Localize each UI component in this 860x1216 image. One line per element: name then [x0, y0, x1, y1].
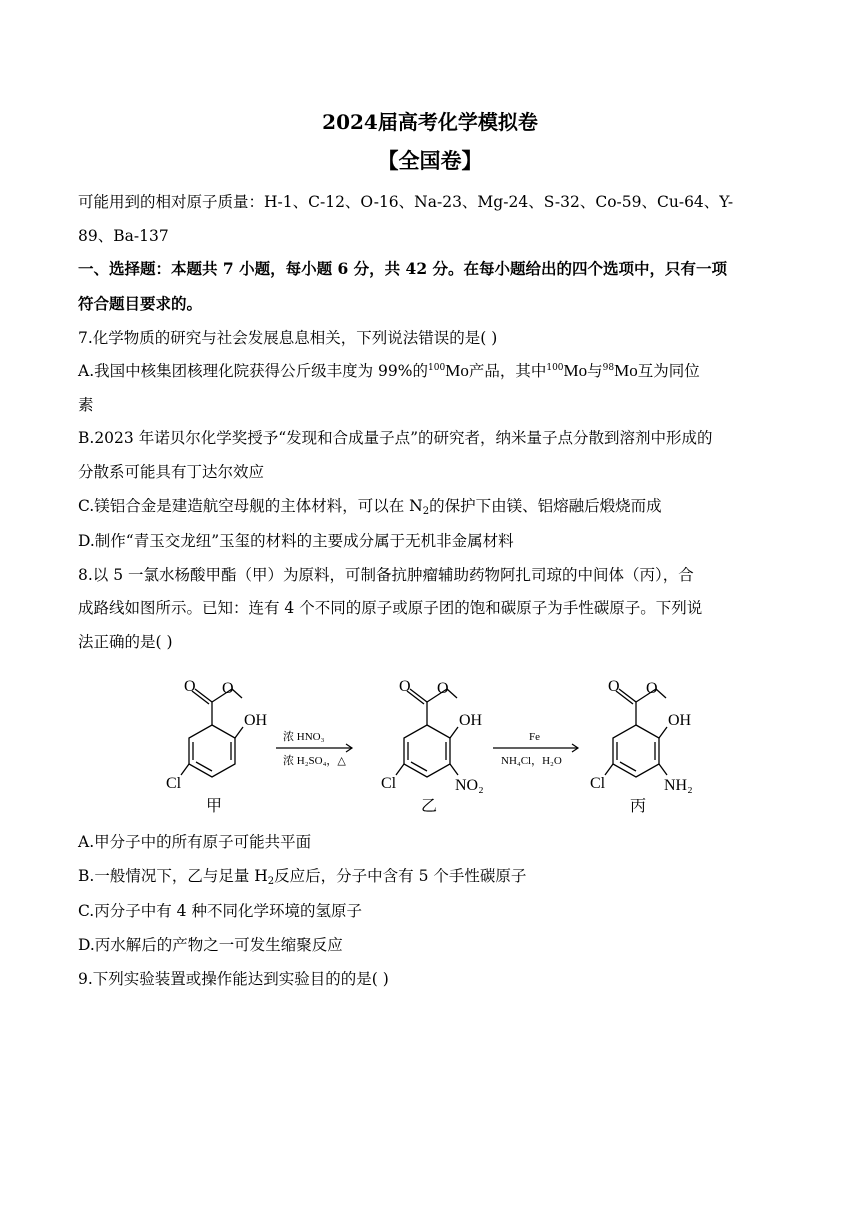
- q7-option-c: [78, 496, 778, 516]
- q7-a-isotope-2: 100: [546, 363, 564, 373]
- q8-option-b: [78, 866, 778, 886]
- q7-option-b-line-2: 分散系可能具有丁达尔效应: [78, 463, 265, 481]
- page-title: 2024届高考化学模拟卷: [322, 110, 538, 134]
- ring-bing: [613, 725, 659, 777]
- q7-a-mo-3: Mo: [614, 361, 638, 380]
- q7-a-mo-2: Mo: [563, 361, 588, 380]
- page-subtitle: 【全国卷】: [377, 148, 483, 173]
- arrow-1: [276, 744, 352, 752]
- label-nh2-bing: NH₂: [664, 777, 693, 794]
- q7-option-b-line-1: B.2023 年诺贝尔化学奖授予“发现和合成量子点”的研究者，纳米量子点分散到溶剂中形成的: [78, 429, 713, 447]
- arrow-2-reagent-bottom: NH₄Cl，H₂O: [501, 755, 562, 767]
- q7-a-isotope-3: 98: [602, 363, 615, 373]
- q7-a-pre: A.我国中核集团核理化院获得公斤级丰度为 99%的: [78, 362, 429, 380]
- label-cl-yi: Cl: [381, 775, 397, 792]
- q7-a-mid: 产品，其中: [468, 362, 547, 380]
- arrow-2: [493, 744, 578, 752]
- q8-stem-line-1: 8.以 5 一氯水杨酸甲酯（甲）为原料，可制备抗肿瘤辅助药物阿扎司琼的中间体（丙），合: [78, 566, 694, 584]
- ring-yi: [404, 725, 450, 777]
- arrow-1-reagent-top: 浓 HNO₃: [283, 731, 325, 743]
- label-oh-jia: OH: [244, 712, 268, 729]
- section-heading-line-1: 一、选择题：本题共 7 小题，每小题 6 分，共 42 分。在每小题给出的四个选项中，只有一项: [78, 259, 728, 278]
- atomic-mass-line-2: 89、Ba-137: [78, 227, 169, 245]
- q8-b-pre: B.一般情况下，乙与足量 H: [78, 867, 268, 885]
- section-heading-line-2: 符合题目要求的。: [78, 294, 203, 313]
- label-o2-yi: O: [437, 680, 449, 697]
- q8-stem-line-3: 法正确的是( ): [78, 633, 173, 651]
- q8-option-a: A.甲分子中的所有原子可能共平面: [78, 833, 312, 851]
- synthesis-scheme: [0, 660, 860, 830]
- label-o-yi: O: [399, 678, 411, 695]
- name-yi: 乙: [421, 798, 438, 815]
- label-o-jia: O: [184, 678, 196, 695]
- name-jia: 甲: [206, 798, 223, 815]
- q7-c-pre: C.镁铝合金是建造航空母舰的主体材料，可以在 N: [78, 497, 423, 515]
- molecule-jia: [181, 689, 243, 777]
- label-no2-yi: NO₂: [455, 777, 484, 794]
- q7-a-mo-1: Mo: [445, 361, 469, 380]
- label-o-bing: O: [608, 678, 620, 695]
- q7-c-post: 的保护下由镁、铝熔融后煅烧而成: [429, 497, 662, 515]
- atomic-mass-line-1: 可能用到的相对原子质量：H-1、C-12、O-16、Na-23、Mg-24、S-32、Co-59、Cu-64、Y-: [78, 193, 734, 211]
- q7-option-a-line-2: 素: [78, 396, 94, 414]
- q8-option-d: D.丙水解后的产物之一可发生缩聚反应: [78, 936, 343, 954]
- arrow-2-reagent-top: Fe: [529, 731, 540, 743]
- q8-b-sub: 2: [267, 876, 275, 887]
- q7-a-mid2: 与: [587, 362, 603, 380]
- q8-option-c: C.丙分子中有 4 种不同化学环境的氢原子: [78, 902, 362, 920]
- name-bing: 丙: [630, 798, 647, 815]
- arrow-1-reagent-bottom: 浓 H₂SO₄，△: [283, 755, 346, 767]
- label-oh-bing: OH: [668, 712, 692, 729]
- q7-stem: 7.化学物质的研究与社会发展息息相关，下列说法错误的是( ): [78, 329, 498, 347]
- molecule-bing: [605, 689, 667, 777]
- q9-stem: 9.下列实验装置或操作能达到实验目的的是( ): [78, 970, 389, 988]
- q7-c-sub: 2: [422, 506, 430, 517]
- label-cl-bing: Cl: [590, 775, 606, 792]
- q7-option-d: D.制作“青玉交龙纽”玉玺的材料的主要成分属于无机非金属材料: [78, 532, 514, 550]
- q8-stem-line-2: 成路线如图所示。已知：连有 4 个不同的原子或原子团的饱和碳原子为手性碳原子。下列说: [78, 599, 703, 617]
- q7-option-a: [78, 361, 778, 381]
- q7-a-post: 互为同位: [637, 362, 700, 380]
- label-o2-jia: O: [222, 680, 234, 697]
- q7-a-isotope-1: 100: [428, 363, 446, 373]
- molecule-yi: [396, 689, 458, 777]
- label-oh-yi: OH: [459, 712, 483, 729]
- label-o2-bing: O: [646, 680, 658, 697]
- label-cl-jia: Cl: [166, 775, 182, 792]
- ring-jia: [189, 725, 235, 777]
- q8-b-post: 反应后，分子中含有 5 个手性碳原子: [274, 867, 527, 885]
